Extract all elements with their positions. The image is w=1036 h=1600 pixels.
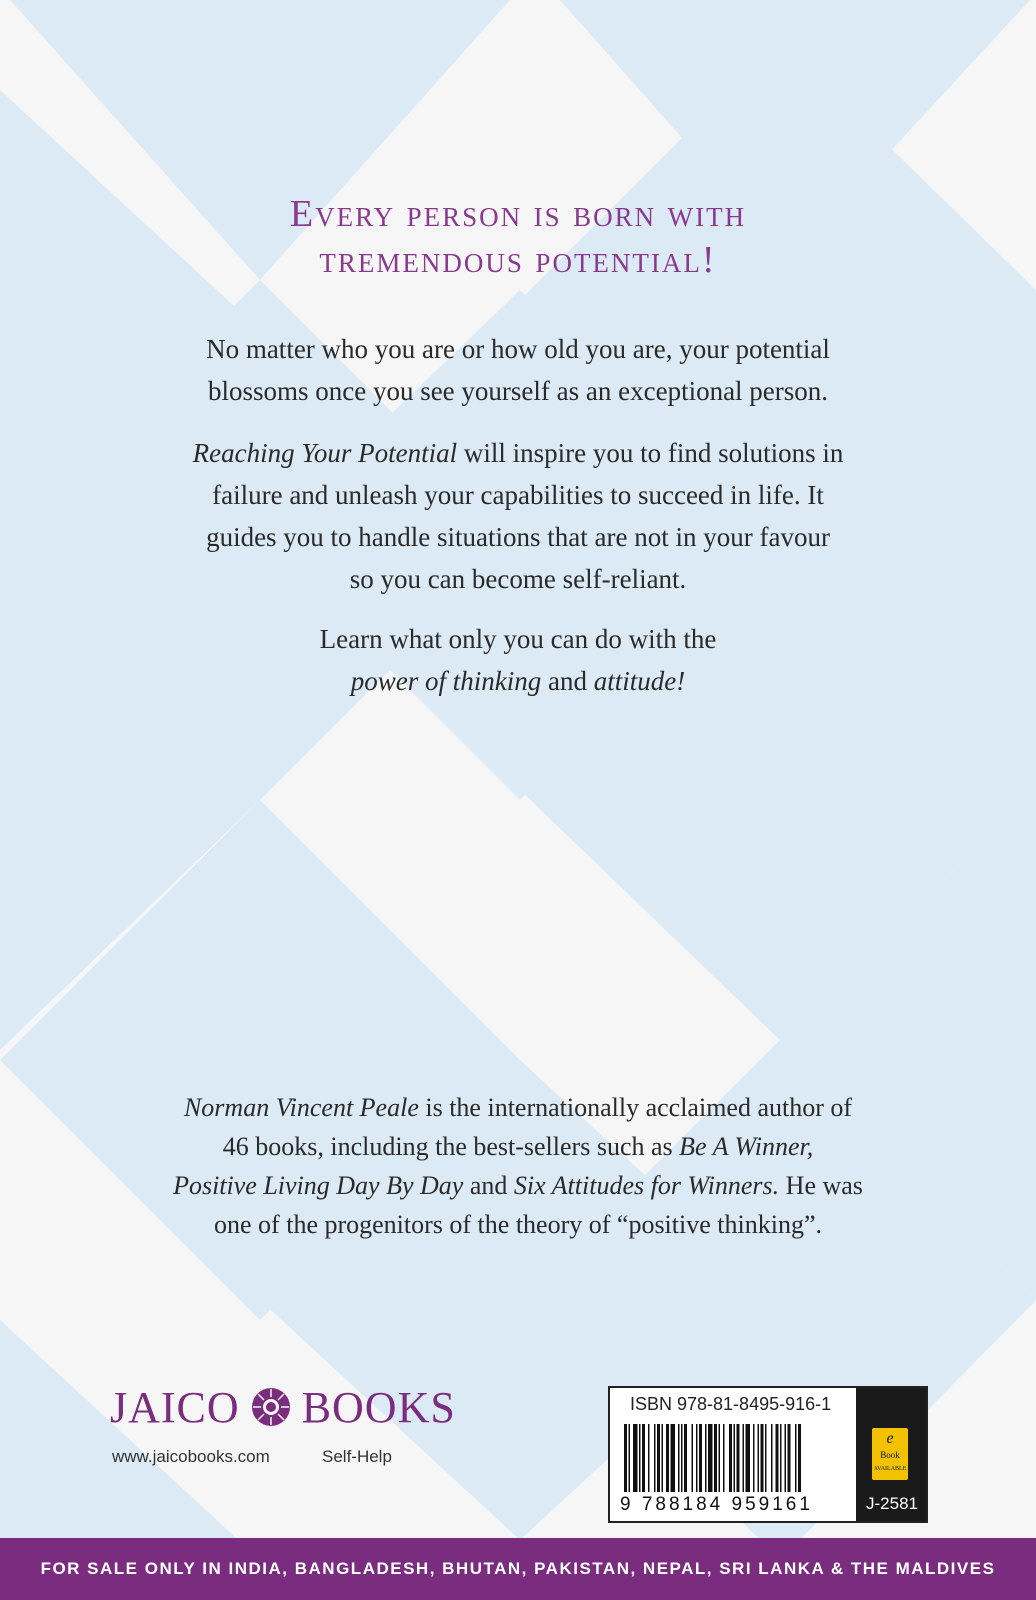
- isbn-label: ISBN 978-81-8495-916-1: [630, 1394, 832, 1414]
- bio-line-4: one of the progenitors of the theory of “positive thinking”.: [214, 1210, 822, 1239]
- book-category: Self-Help: [322, 1447, 392, 1466]
- bio-line-2: 46 books, including the best-sellers such as Be A Winner,: [222, 1132, 814, 1161]
- barcode-number: 9 788184 959161: [620, 1494, 813, 1515]
- learn-line-1: Learn what only you can do with the: [319, 624, 717, 654]
- author-bio: [150, 1088, 886, 1244]
- barcode-panel: [608, 1386, 928, 1523]
- description-line-3: guides you to handle situations that are not in your favour: [206, 522, 830, 552]
- author-name: Norman Vincent Peale: [183, 1093, 419, 1122]
- bio-line-3: Positive Living Day By Day and Six Attitudes for Winners. He was: [173, 1171, 863, 1200]
- intro-line-2: blossoms once you see yourself as an exceptional person.: [207, 376, 829, 406]
- intro-paragraph: [150, 328, 886, 412]
- ebook-panel: [856, 1388, 926, 1521]
- description-line-2: failure and unleash your capabilities to succeed in life. It: [212, 480, 824, 510]
- barcode-icon: [624, 1424, 846, 1492]
- learn-line-2: power of thinking and attitude!: [350, 666, 686, 696]
- sales-territory-text: FOR SALE ONLY IN INDIA, BANGLADESH, BHUTAN, PAKISTAN, NEPAL, SRI LANKA & THE MALDIVES: [40, 1559, 996, 1578]
- publisher-name-left: JAICO: [110, 1382, 240, 1432]
- description-paragraph: [150, 432, 886, 600]
- sales-territory-banner: [0, 1538, 1036, 1600]
- description-line-1: Reaching Your Potential will inspire you to find solutions in: [192, 438, 844, 468]
- jaico-wheel-icon: [250, 1386, 292, 1428]
- publisher-logo: [110, 1382, 456, 1432]
- headline-line-1: Every person is born with: [289, 193, 747, 235]
- book-title: Reaching Your Potential: [192, 438, 458, 468]
- publisher-website: www.jaicobooks.com: [112, 1447, 270, 1466]
- headline-line-2: tremendous potential!: [319, 239, 717, 281]
- intro-line-1: No matter who you are or how old you are, your potential: [206, 334, 830, 364]
- publisher-name-right: BOOKS: [301, 1382, 456, 1432]
- ebook-available-icon: e Book AVAILABLE: [872, 1428, 908, 1480]
- bio-line-1: Norman Vincent Peale is the internationally acclaimed author of: [183, 1093, 853, 1122]
- learn-paragraph: [150, 618, 886, 702]
- description-line-4: so you can become self-reliant.: [349, 564, 687, 594]
- catalog-code: J-2581: [866, 1494, 918, 1513]
